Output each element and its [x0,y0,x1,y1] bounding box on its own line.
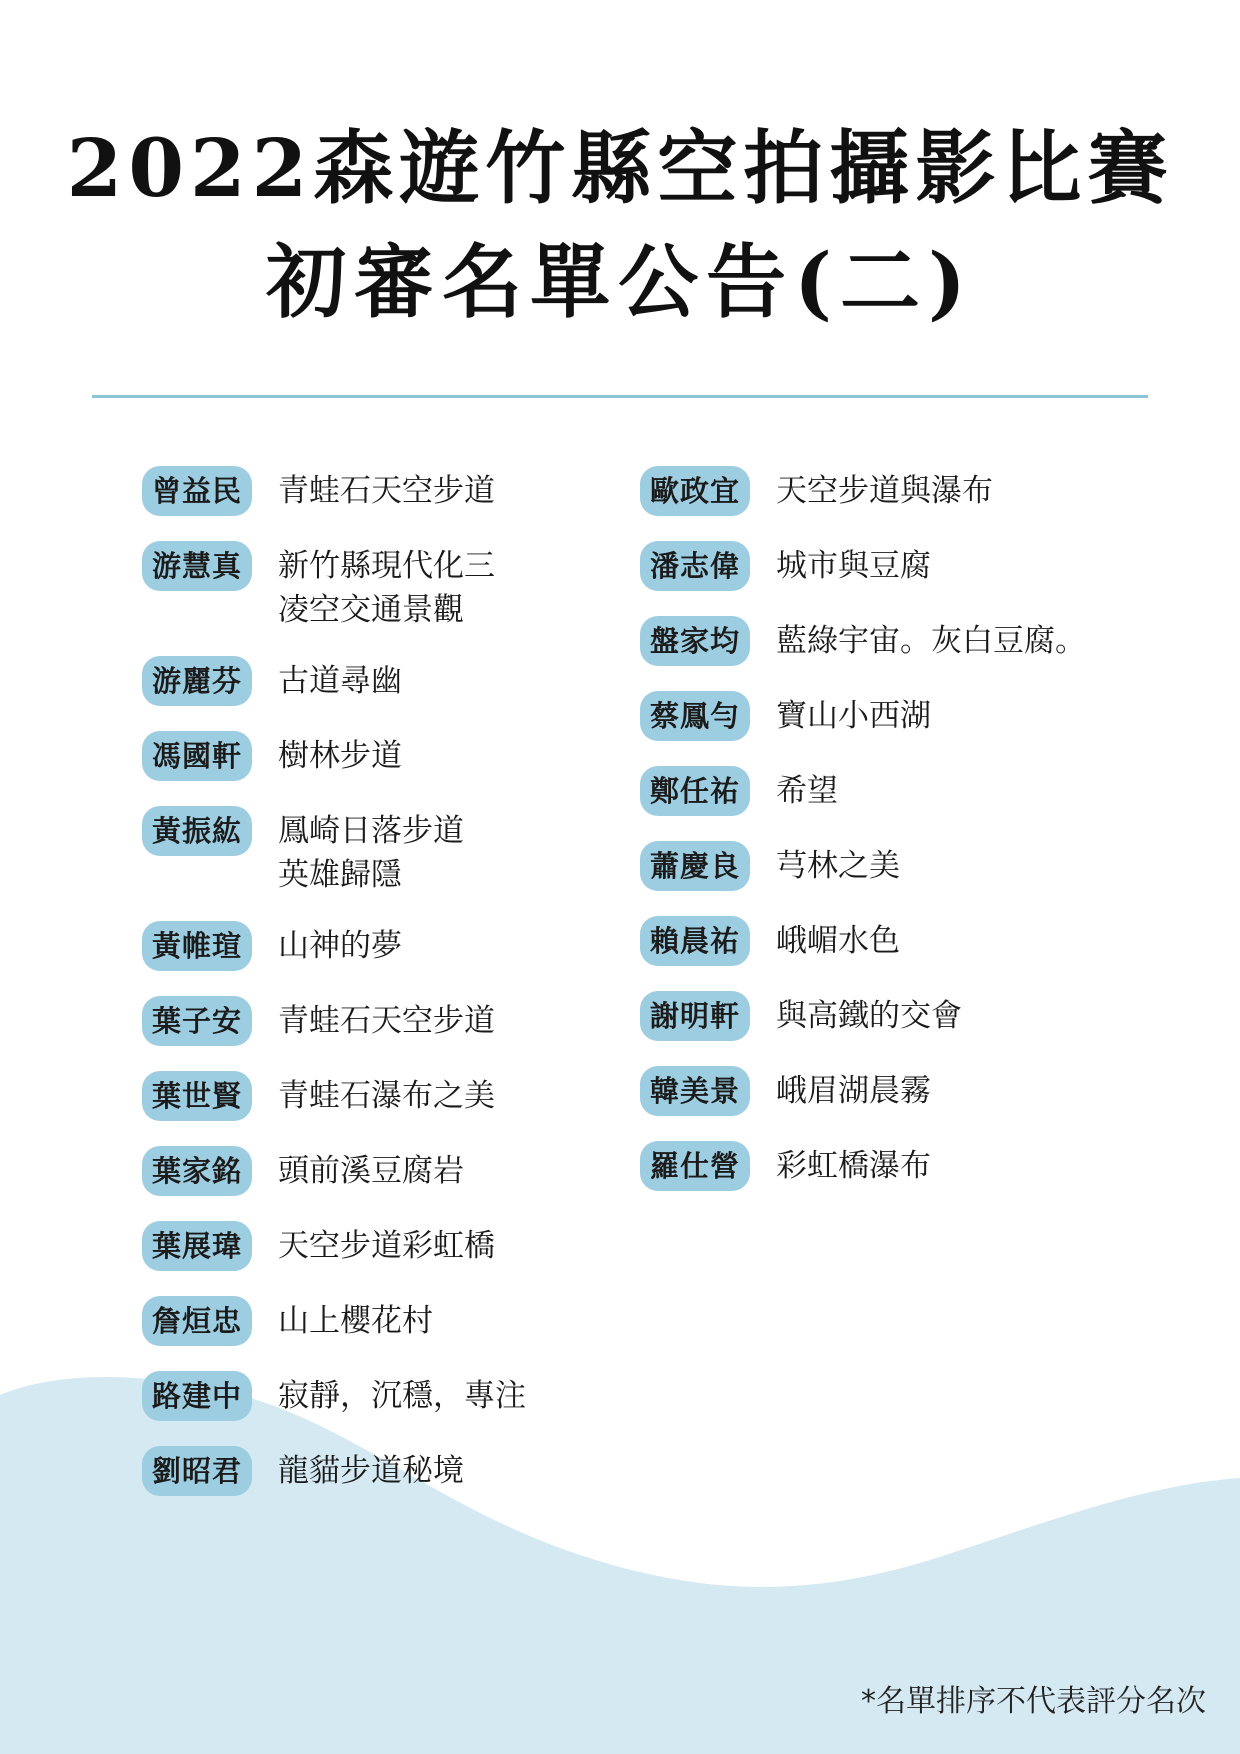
entrant-name-badge: 蕭慶良 [640,841,750,891]
entrant-name-badge: 葉子安 [142,996,252,1046]
work-title [776,466,993,513]
list-item [640,616,1086,666]
list-item [142,1071,495,1121]
list-item [640,541,931,591]
entrant-name-badge: 潘志偉 [640,541,750,591]
work-title [776,1066,931,1113]
list-item [142,1146,464,1196]
work-title [278,1446,464,1493]
work-title-line: 峨嵋水色 [776,923,900,959]
work-title-line: 山上櫻花村 [278,1303,433,1339]
work-title-line: 寂靜，沉穩，專注 [278,1378,526,1414]
work-title [776,691,931,738]
work-title [776,616,1086,663]
entrant-name-badge: 曾益民 [142,466,252,516]
work-title-line: 古道尋幽 [278,663,402,699]
work-title-line: 天空步道彩虹橋 [278,1228,495,1264]
work-title [776,1141,931,1188]
entrant-name-badge: 黃帷瑄 [142,921,252,971]
list-item [640,1141,931,1191]
page-title-line1: 2022森遊竹縣空拍攝影比賽 [66,121,1174,215]
entrant-name-badge: 黃振紘 [142,806,252,856]
entrant-name-badge: 盤家均 [640,616,750,666]
list-item [142,731,402,781]
work-title-line: 龍貓步道秘境 [278,1453,464,1489]
work-title [278,1371,526,1418]
entrant-name-badge: 游麗芬 [142,656,252,706]
work-title [278,806,464,897]
work-title-line: 城市與豆腐 [776,548,931,584]
entrant-name-badge: 詹烜忠 [142,1296,252,1346]
ranking-disclaimer-note: *名單排序不代表評分名次 [861,1684,1206,1719]
entrant-name-badge: 葉世賢 [142,1071,252,1121]
list-item [640,916,900,966]
work-title [278,996,495,1043]
work-title-line: 與高鐵的交會 [776,998,962,1034]
list-item [640,841,900,891]
entrant-name-badge: 賴晨祐 [640,916,750,966]
work-title-line: 凌空交通景觀 [278,592,464,628]
entrant-name-badge: 葉展瑋 [142,1221,252,1271]
list-item [142,466,495,516]
work-title-line: 希望 [776,773,838,809]
entrant-name-badge: 蔡鳳勻 [640,691,750,741]
entrant-name-badge: 游慧真 [142,541,252,591]
work-title [776,766,838,813]
work-title [278,466,495,513]
work-title-line: 頭前溪豆腐岩 [278,1153,464,1189]
list-item [142,541,495,632]
entrant-name-badge: 羅仕營 [640,1141,750,1191]
list-item [142,1296,433,1346]
entrant-name-badge: 馮國軒 [142,731,252,781]
entrant-name-badge: 謝明軒 [640,991,750,1041]
list-item [142,656,402,706]
list-item [142,1446,464,1496]
work-title-line: 青蛙石天空步道 [278,473,495,509]
work-title-line: 鳳崎日落步道 [278,813,464,849]
work-title-line: 天空步道與瀑布 [776,473,993,509]
list-item [142,996,495,1046]
work-title-line: 新竹縣現代化三 [278,548,495,584]
entrant-name-badge: 葉家銘 [142,1146,252,1196]
list-item [142,1371,526,1421]
work-title-line: 青蛙石瀑布之美 [278,1078,495,1114]
work-title-line: 彩虹橋瀑布 [776,1148,931,1184]
title-divider [92,395,1148,398]
list-item [142,921,402,971]
list-item [640,766,838,816]
entrant-name-badge: 歐政宜 [640,466,750,516]
entrant-name-badge: 路建中 [142,1371,252,1421]
work-title [278,1221,495,1268]
entrant-name-badge: 劉昭君 [142,1446,252,1496]
list-item [640,691,931,741]
list-item [640,1066,931,1116]
work-title [278,541,495,632]
work-title-line: 樹林步道 [278,738,402,774]
work-title [278,1146,464,1193]
page-title-line2: 初審名單公告(二) [266,235,974,329]
work-title [776,916,900,963]
list-item [142,1221,495,1271]
entrant-name-badge: 韓美景 [640,1066,750,1116]
work-title-line: 峨眉湖晨霧 [776,1073,931,1109]
work-title-line: 寶山小西湖 [776,698,931,734]
work-title [278,1296,433,1343]
list-item [142,806,464,897]
work-title [278,656,402,703]
work-title [776,841,900,888]
list-item [640,466,993,516]
work-title-line: 青蛙石天空步道 [278,1003,495,1039]
entrant-name-badge: 鄭任祐 [640,766,750,816]
work-title-line: 英雄歸隱 [278,857,402,893]
work-title [278,921,402,968]
work-title [278,1071,495,1118]
work-title-line: 藍綠宇宙。灰白豆腐。 [776,623,1086,659]
work-title [776,541,931,588]
work-title [776,991,962,1038]
work-title [278,731,402,778]
work-title-line: 芎林之美 [776,848,900,884]
list-item [640,991,962,1041]
work-title-line: 山神的夢 [278,928,402,964]
